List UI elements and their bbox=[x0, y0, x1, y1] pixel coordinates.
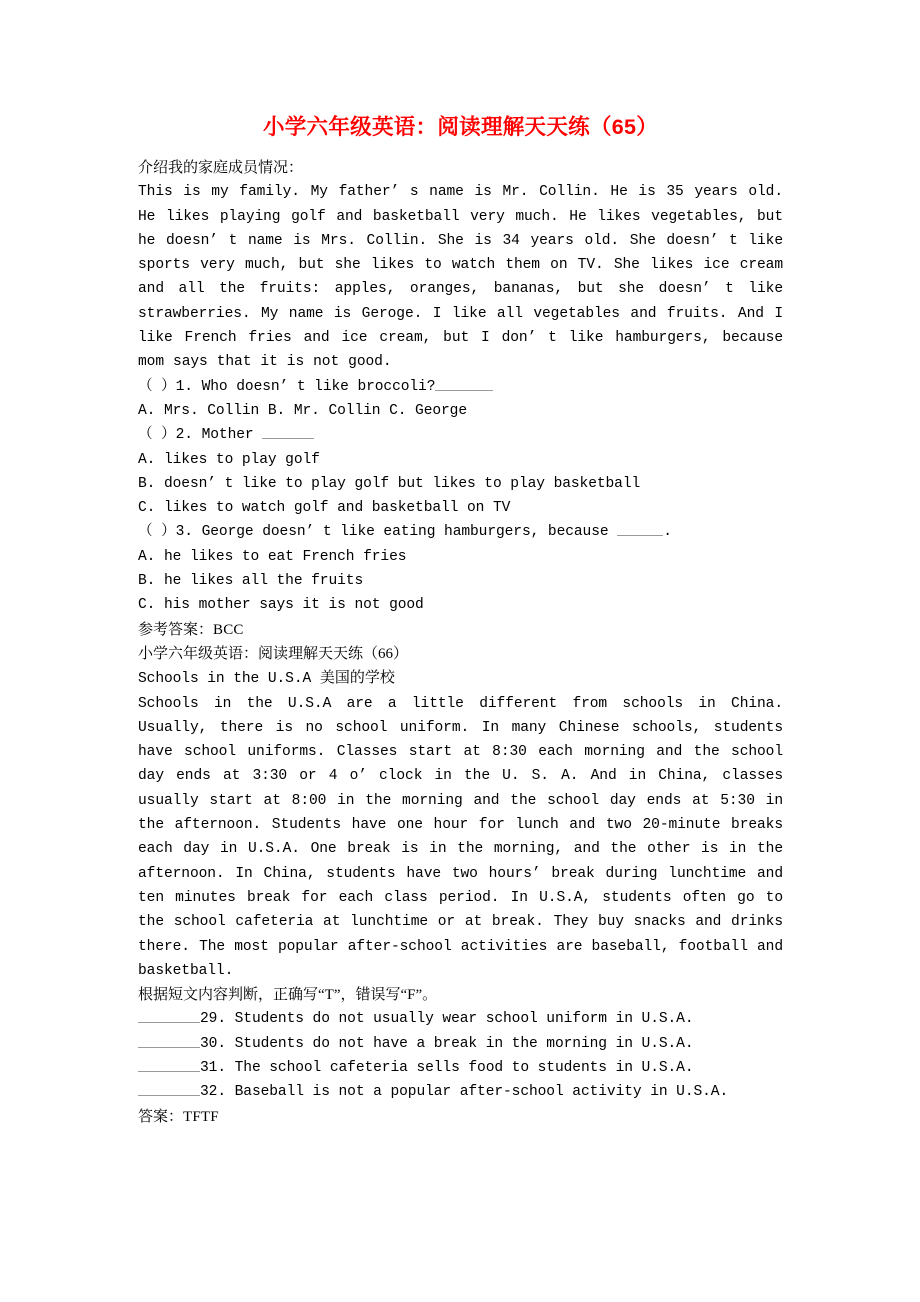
question-1-stem bbox=[138, 375, 783, 399]
tf-item-32-blank[interactable] bbox=[138, 1082, 200, 1096]
document-body bbox=[138, 112, 783, 1129]
question-2-stem-text: （ ）2. Mother bbox=[138, 427, 263, 444]
question-3-stem-period: . bbox=[663, 524, 672, 541]
question-1-stem-text: （ ）1. Who doesn’ t like broccoli? bbox=[138, 378, 436, 395]
tf-item-30-blank[interactable] bbox=[138, 1033, 200, 1047]
tf-item-32 bbox=[138, 1080, 783, 1104]
question-3-stem bbox=[138, 520, 783, 544]
question-3-option-c[interactable]: C. his mother says it is not good bbox=[138, 597, 424, 614]
exercise-66-passage-title bbox=[138, 666, 783, 691]
exercise-66-answer-value: TFTF bbox=[183, 1108, 219, 1125]
exercise-65-answer-label: 参考答案： bbox=[138, 621, 214, 638]
tf-item-31 bbox=[138, 1056, 783, 1080]
tf-item-31-blank[interactable] bbox=[138, 1058, 200, 1072]
exercise-66-answer-label: 答案： bbox=[138, 1108, 184, 1125]
question-2-blank[interactable] bbox=[262, 425, 314, 439]
tf-item-29-text: 29. Students do not usually wear school uniform in U.S.A. bbox=[200, 1011, 694, 1028]
question-2-stem bbox=[138, 423, 783, 447]
question-3-stem-text: （ ）3. George doesn’ t like eating hamburgers, because bbox=[138, 524, 618, 541]
exercise-66-heading: 小学六年级英语：阅读理解天天练（66） bbox=[138, 645, 409, 662]
question-3-option-a[interactable]: A. he likes to eat French fries bbox=[138, 548, 407, 565]
page-title: 小学六年级英语：阅读理解天天练（65） bbox=[262, 115, 659, 139]
exercise-66-passage-title-en: Schools in the U.S.A bbox=[138, 671, 320, 688]
tf-item-31-text: 31. The school cafeteria sells food to students in U.S.A. bbox=[200, 1059, 694, 1076]
question-1-blank[interactable] bbox=[435, 376, 493, 390]
tf-item-29 bbox=[138, 1007, 783, 1031]
tf-item-29-blank[interactable] bbox=[138, 1009, 200, 1023]
question-3-blank[interactable] bbox=[617, 522, 663, 536]
exercise-65-intro: 介绍我的家庭成员情况： bbox=[138, 160, 304, 176]
question-3-option-b[interactable]: B. he likes all the fruits bbox=[138, 573, 364, 590]
question-2-option-c[interactable]: C. likes to watch golf and basketball on TV bbox=[138, 500, 511, 517]
exercise-65-passage: This is my family. My father’ s name is Mr. Collin. He is 35 years old. He likes playing golf and basketball very much. He likes vegetables, but he doesn’ t name is Mrs. Collin. She is 34 years old. She doesn’ t like sports very much, but she likes to watch them on TV. She likes ice cream and all the fruits: apples, oranges, bananas, but she doesn’ t like strawberries. My name is Geroge. I like all vegetables and fruits. And I like French fries and ice cream, but I don’ t like hamburgers, because mom says that it is not good. bbox=[138, 184, 783, 371]
exercise-66-passage: Schools in the U.S.A are a little different from schools in China. Usually, there is no school uniform. In many Chinese schools, students have school uniforms. Classes start at 8:30 each morning and the school day ends at 3:30 or 4 o’ clock in the U. S. A. And in China, classes usually start at 8:00 in the morning and the school day ends at 5:30 in the afternoon. Students have one hour for lunch and two 20-minute breaks each day in U.S.A. One break is in the morning, and the other is in the afternoon. In China, students have two hours’ break during lunchtime and ten minutes break for each class period. In U.S.A, students often go to the school cafeteria at lunchtime or at break. They buy snacks and drinks there. The most popular after-school activities are baseball, football and basketball. bbox=[138, 695, 783, 979]
exercise-66-passage-title-cn: 美国的学校 bbox=[319, 670, 395, 687]
exercise-66-answer bbox=[138, 1105, 783, 1129]
tf-item-32-text: 32. Baseball is not a popular after-school activity in U.S.A. bbox=[200, 1084, 729, 1101]
question-2-option-a[interactable]: A. likes to play golf bbox=[138, 451, 320, 468]
question-1-options[interactable]: A. Mrs. Collin B. Mr. Collin C. George bbox=[138, 402, 467, 419]
exercise-66-instruction: 根据短文内容判断，正确写“T”，错误写“F”。 bbox=[138, 987, 438, 1004]
tf-item-30-text: 30. Students do not have a break in the morning in U.S.A. bbox=[200, 1035, 694, 1052]
exercise-65-answer bbox=[138, 618, 783, 642]
exercise-65-answer-value: BCC bbox=[213, 621, 244, 638]
question-2-option-b[interactable]: B. doesn’ t like to play golf but likes to play basketball bbox=[138, 475, 641, 492]
tf-item-30 bbox=[138, 1032, 783, 1056]
